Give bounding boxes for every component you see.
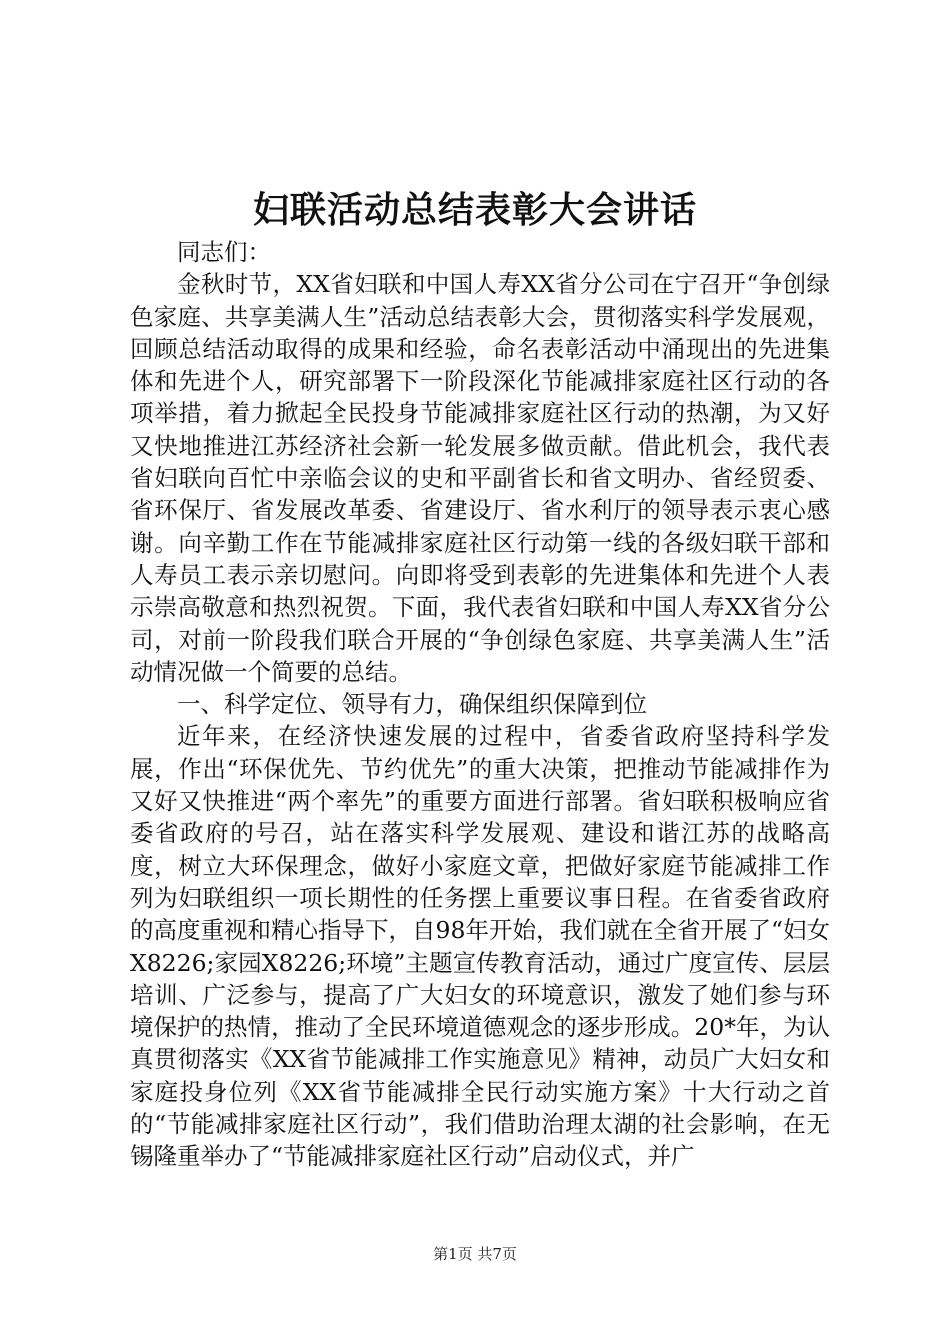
section-heading: 一、科学定位、领导有力，确保组织保障到位 [177, 690, 647, 719]
document-title: 妇联活动总结表彰大会讲话 [252, 189, 697, 231]
salutation-paragraph: 同志们： [177, 238, 271, 266]
page-number-footer: 第1页 共7页 [433, 1245, 517, 1263]
body-paragraph: 金秋时节，XX省妇联和中国人寿XX省分公司在宁召开“争创绿色家庭、共享美满人生”活动总结表彰大会，贯彻落实科学发展观，回顾总结活动取得的成果和经验，命名表彰活动中涌现出的先进集体和先进个人，研究部署下一阶段深化节能减排家庭社区行动的各项举措，着力掀起全民投身节能减排家庭社区行动的热潮，为又好又快地推进江苏经济社会新一轮发展多做贡献。借此机会，我代表省妇联向百忙中亲临会议的史和平副省长和省文明办、省经贸委、省环保厅、省发展改革委、省建设厅、省水利厅的领导表示衷心感谢。向辛勤工作在节能减排家庭社区行动第一线的各级妇联干部和人寿员工表示亲切慰问。向即将受到表彰的先进集体和先进个人表示崇高敬意和热烈祝贺。下面，我代表省妇联和中国人寿XX省分公司，对前一阶段我们联合开展的“争创绿色家庭、共享美满人生”活动情况做一个简要的总结。 [130, 270, 830, 686]
body-paragraph: 近年来，在经济快速发展的过程中，省委省政府坚持科学发展，作出“环保优先、节约优先”的重大决策，把推动节能减排作为又好又快推进“两个率先”的重要方面进行部署。省妇联积极响应省委省政府的号召，站在落实科学发展观、建设和谐江苏的战略高度，树立大环保理念，做好小家庭文章，把做好家庭节能减排工作列为妇联组织一项长期性的任务摆上重要议事日程。在省委省政府的高度重视和精心指导下，自98年开始，我们就在全省开展了“妇女X8226;家园X8226;环境”主题宣传教育活动，通过广度宣传、层层培训、广泛参与，提高了广大妇女的环境意识，激发了她们参与环境保护的热情，推动了全民环境道德观念的逐步形成。20*年，为认真贯彻落实《XX省节能减排工作实施意见》精神，动员广大妇女和家庭投身位列《XX省节能减排全民行动实施方案》十大行动之首的“节能减排家庭社区行动”，我们借助治理太湖的社会影响，在无锡隆重举办了“节能减排家庭社区行动”启动仪式，并广 [130, 722, 830, 1171]
document-body [130, 236, 830, 1173]
